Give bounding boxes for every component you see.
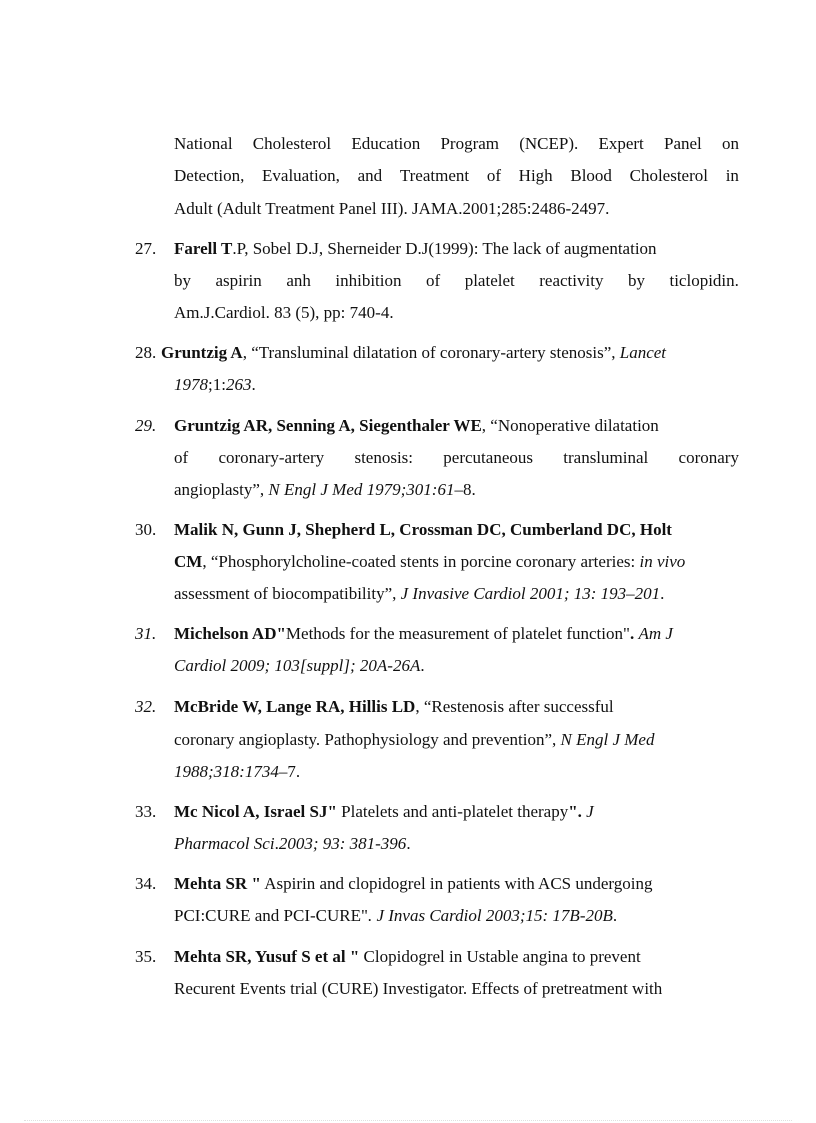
text-segment: , “Nonoperative dilatation (481, 416, 659, 435)
ref-33-line-2 (174, 834, 411, 854)
word: National (174, 134, 233, 153)
word: High (518, 166, 553, 185)
word: Expert (598, 134, 644, 153)
text-segment: –7. (278, 762, 301, 781)
author-names: McBride W, Lange RA, Hillis LD (174, 697, 416, 716)
ref-32-line-1 (174, 697, 614, 717)
text-segment: 2003; 93: 381-396 (278, 834, 407, 853)
journal-name: N Engl J Med (560, 730, 655, 749)
ref-29-line-1 (174, 416, 659, 436)
text-segment: . (251, 375, 256, 394)
text-segment: –8. (454, 480, 476, 499)
ref-33-number: 33. (135, 802, 157, 821)
journal-name: . J Invas Cardiol 2003;15: 17B-20B (367, 906, 613, 925)
ref-26-line-3 (174, 199, 609, 219)
text-segment: Clopidogrel in Ustable angina to prevent (359, 947, 641, 966)
ref-28-line-2 (174, 375, 256, 395)
journal-name: J (586, 802, 594, 821)
journal-name: N Engl J Med 1979;301:61 (268, 480, 455, 499)
ref-30-line-2 (174, 552, 685, 572)
author-names: Mehta SR, Yusuf S et al " (174, 947, 360, 966)
text-segment: Am.J.Cardiol. 83 (5), pp: 740-4. (174, 303, 394, 322)
text-segment: . (406, 834, 411, 853)
text-segment: ;1: (208, 375, 226, 394)
journal-name: 1988;318:1734 (174, 762, 279, 781)
text-segment: .P, Sobel D.J, Sherneider D.J(1999): The lack of augmentation (232, 239, 657, 258)
ref-27-line-1 (174, 239, 657, 259)
ref-29-number: 29. (135, 416, 157, 435)
word: coronary-artery (218, 448, 325, 467)
author-names: Mc Nicol A, Israel SJ" (174, 802, 337, 821)
word: of (174, 448, 189, 467)
text-segment: ". (568, 802, 587, 821)
journal-name: Pharmacol Sci (174, 834, 275, 853)
word: Cholesterol (629, 166, 708, 185)
text-segment: angioplasty”, (174, 480, 269, 499)
ref-32-line-2 (174, 730, 654, 750)
text-segment: , “Transluminal dilatation of coronary-artery stenosis”, (242, 343, 620, 362)
text-segment: . (274, 834, 279, 853)
word: ticlopidin. (669, 271, 739, 290)
word: Panel (663, 134, 702, 153)
ref-35-line-1 (174, 947, 641, 967)
ref-34-line-1 (174, 874, 653, 894)
text-segment: Aspirin and clopidogrel in patients with ACS undergoing (260, 874, 653, 893)
author-names: CM (174, 552, 203, 571)
text-segment: Methods for the measurement of platelet function" (285, 624, 630, 643)
ref-28-number: 28. (135, 343, 157, 362)
text-segment: coronary angioplasty. Pathophysiology and prevention”, (174, 730, 561, 749)
ref-29-line-3 (174, 480, 476, 500)
word: platelet (464, 271, 515, 290)
text-segment: 263 (225, 375, 252, 394)
word: stenosis: (354, 448, 414, 467)
ref-30-line-1 (174, 520, 672, 540)
text-segment: 1978 (174, 375, 208, 394)
word: anh (286, 271, 311, 290)
ref-34-number: 34. (135, 874, 157, 893)
ref-29-line-2 (174, 448, 739, 468)
ref-34-line-2 (174, 906, 617, 926)
word: coronary (678, 448, 739, 467)
ref-31-line-1 (174, 624, 673, 644)
word: and (357, 166, 383, 185)
ref-35-line-2 (174, 979, 662, 999)
text-segment: Adult (Adult Treatment Panel III). JAMA.2001;285:2486-2497. (174, 199, 610, 218)
word: by (627, 271, 645, 290)
word: Treatment (399, 166, 470, 185)
ref-35-number: 35. (135, 947, 157, 966)
text-segment: PCI:CURE and PCI-CURE" (174, 906, 368, 925)
word: by (174, 271, 191, 290)
ref-31-line-2 (174, 656, 425, 676)
word: Education (351, 134, 421, 153)
author-names: Malik N, Gunn J, Shepherd L, Crossman DC, Cumberland DC, Holt (174, 520, 672, 539)
text-segment: Platelets and anti-platelet therapy (336, 802, 569, 821)
ref-30-number: 30. (135, 520, 157, 539)
word: percutaneous (443, 448, 533, 467)
text-segment: . (660, 584, 665, 603)
word: transluminal (563, 448, 649, 467)
journal-name: Lancet (619, 343, 667, 362)
word: Blood (570, 166, 612, 185)
ref-26-line-1 (174, 134, 739, 154)
ref-32-line-3 (174, 762, 300, 782)
page-edge-divider (24, 1120, 792, 1121)
word: inhibition (335, 271, 402, 290)
text-segment: . (612, 906, 618, 925)
ref-28-line-1 (161, 343, 666, 363)
author-names: Mehta SR " (174, 874, 261, 893)
word: aspirin (215, 271, 262, 290)
ref-27-line-3 (174, 303, 394, 323)
journal-name: J Invasive Cardiol 2001; 13: 193–201 (400, 584, 661, 603)
text-segment: in vivo (639, 552, 686, 571)
ref-31-number: 31. (135, 624, 157, 643)
word: Program (440, 134, 500, 153)
text-segment: Recurent Events trial (CURE) Investigator. Effects of pretreatment with (174, 979, 663, 998)
text-segment: , “Restenosis after successful (415, 697, 614, 716)
word: reactivity (539, 271, 604, 290)
text-segment: assessment of biocompatibility”, (174, 584, 401, 603)
word: (NCEP). (519, 134, 579, 153)
word: of (426, 271, 441, 290)
word: in (725, 166, 739, 185)
text-segment: . (629, 624, 639, 643)
word: Detection, (174, 166, 245, 185)
ref-27-number: 27. (135, 239, 157, 258)
word: on (721, 134, 739, 153)
ref-33-line-1 (174, 802, 594, 822)
text-segment: , “Phosphorylcholine-coated stents in porcine coronary arteries: (202, 552, 640, 571)
word: of (486, 166, 501, 185)
author-names: Gruntzig A (161, 343, 243, 362)
author-names: Gruntzig AR, Senning A, Siegenthaler WE (174, 416, 482, 435)
word: Evaluation, (262, 166, 340, 185)
ref-26-line-2 (174, 166, 739, 186)
text-segment: . (420, 656, 425, 675)
journal-name: Cardiol 2009; 103[suppl]; 20A-26A (174, 656, 421, 675)
word: Cholesterol (252, 134, 332, 153)
ref-30-line-3 (174, 584, 664, 604)
ref-32-number: 32. (135, 697, 157, 716)
author-names: Farell T (174, 239, 233, 258)
author-names: Michelson AD" (174, 624, 286, 643)
journal-name: Am J (638, 624, 673, 643)
ref-27-line-2 (174, 271, 739, 291)
